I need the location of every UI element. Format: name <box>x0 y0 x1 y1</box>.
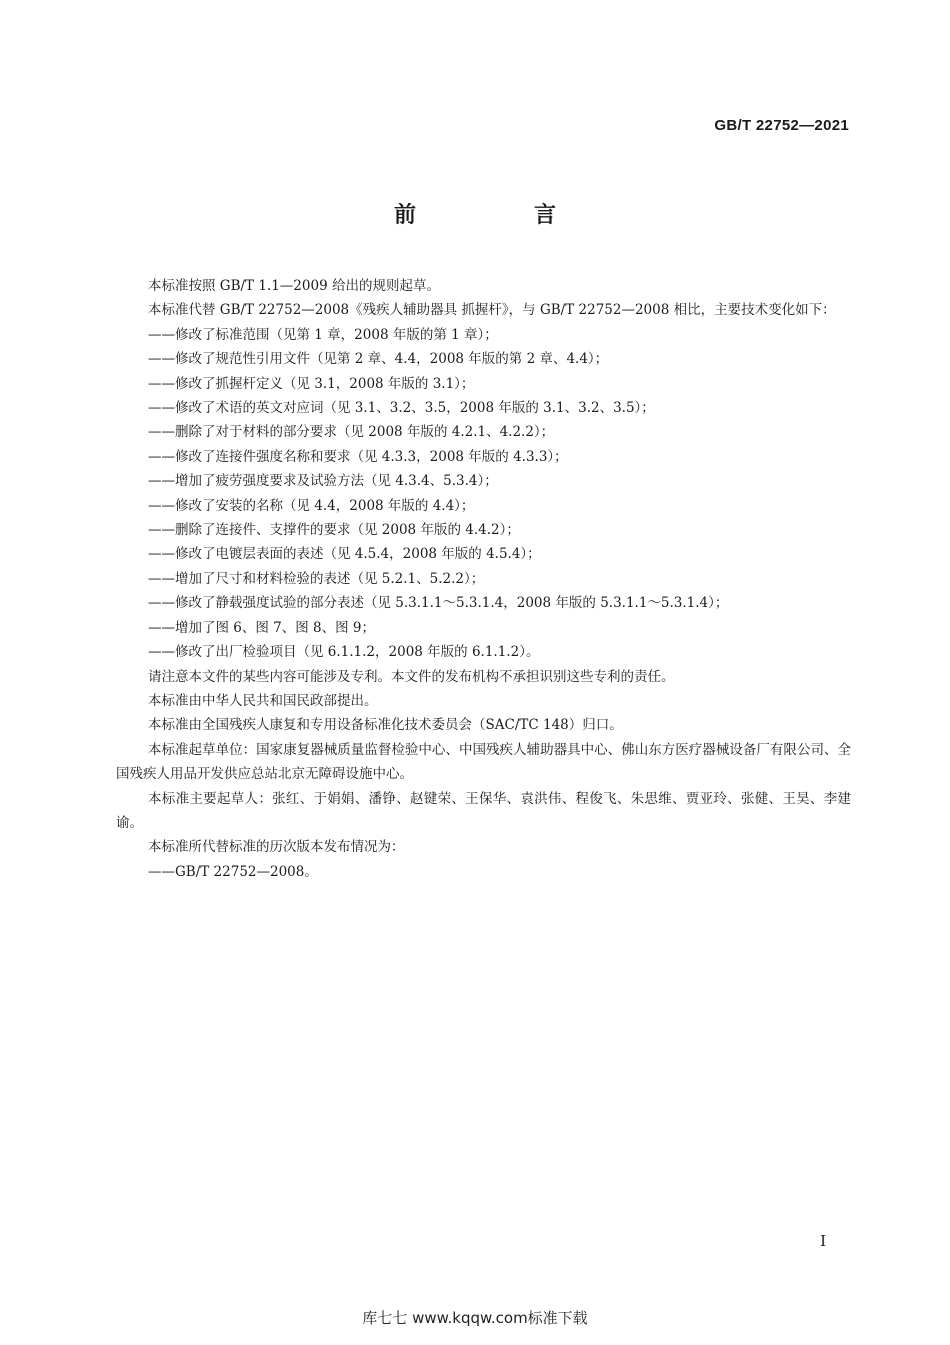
foreword-body <box>116 274 851 884</box>
paragraph: 本标准起草单位：国家康复器械质量监督检验中心、中国残疾人辅助器具中心、佛山东方医疗器械设备厂有限公司、全国残疾人用品开发供应总站北京无障碍设施中心。 <box>116 741 851 783</box>
paragraph: 本标准按照 GB/T 1.1—2009 给出的规则起草。 <box>148 278 440 294</box>
change-item: ——删除了对于材料的部分要求（见 2008 年版的 4.2.1、4.2.2）； <box>148 424 555 441</box>
change-item: ——增加了疲劳强度要求及试验方法（见 4.3.4、5.3.4）； <box>148 473 498 490</box>
change-item: ——修改了标准范围（见第 1 章，2008 年版的第 1 章）； <box>148 326 498 343</box>
change-item: ——修改了静载强度试验的部分表述（见 5.3.1.1～5.3.1.4，2008 年版的 5.3.1.1～5.3.1.4）； <box>148 595 729 612</box>
change-item: ——增加了图 6、图 7、图 8、图 9； <box>148 619 376 636</box>
page-title: 前 言 <box>393 203 604 228</box>
change-item: ——修改了术语的英文对应词（见 3.1、3.2、3.5，2008 年版的 3.1、3.2、3.5）； <box>148 400 655 417</box>
page-number: I <box>820 1232 826 1250</box>
change-item: ——修改了安装的名称（见 4.4，2008 年版的 4.4）； <box>148 497 475 514</box>
change-item: ——修改了规范性引用文件（见第 2 章、4.4，2008 年版的第 2 章、4.4）； <box>148 351 609 368</box>
paragraph: 本标准代替 GB/T 22752—2008《残疾人辅助器具 抓握杆》，与 GB/T 22752—2008 相比，主要技术变化如下： <box>148 302 836 319</box>
change-item: ——修改了电镀层表面的表述（见 4.5.4，2008 年版的 4.5.4）； <box>148 546 541 563</box>
change-item: ——增加了尺寸和材料检验的表述（见 5.2.1、5.2.2）； <box>148 570 485 587</box>
change-item: ——GB/T 22752—2008。 <box>148 863 318 880</box>
change-item: ——修改了连接件强度名称和要求（见 4.3.3，2008 年版的 4.3.3）； <box>148 448 568 465</box>
change-item: ——修改了出厂检验项目（见 6.1.1.2，2008 年版的 6.1.1.2）。 <box>148 644 540 661</box>
change-item: ——删除了连接件、支撑件的要求（见 2008 年版的 4.4.2）； <box>148 522 520 539</box>
footer-watermark: 库七七 www.kqqw.com标准下载 <box>362 1309 588 1327</box>
paragraph: 本标准由全国残疾人康复和专用设备标准化技术委员会（SAC/TC 148）归口。 <box>148 717 623 734</box>
paragraph: 请注意本文件的某些内容可能涉及专利。本文件的发布机构不承担识别这些专利的责任。 <box>148 668 675 685</box>
standard-code: GB/T 22752—2021 <box>714 117 849 134</box>
paragraph: 本标准由中华人民共和国民政部提出。 <box>148 692 378 709</box>
paragraph: 本标准主要起草人：张红、于娟娟、潘铮、赵键荣、王保华、袁洪伟、程俊飞、朱思维、贾亚玲、张健、王昊、李建谕。 <box>116 790 851 831</box>
change-item: ——修改了抓握杆定义（见 3.1，2008 年版的 3.1）； <box>148 375 475 392</box>
paragraph: 本标准所代替标准的历次版本发布情况为： <box>148 839 405 856</box>
